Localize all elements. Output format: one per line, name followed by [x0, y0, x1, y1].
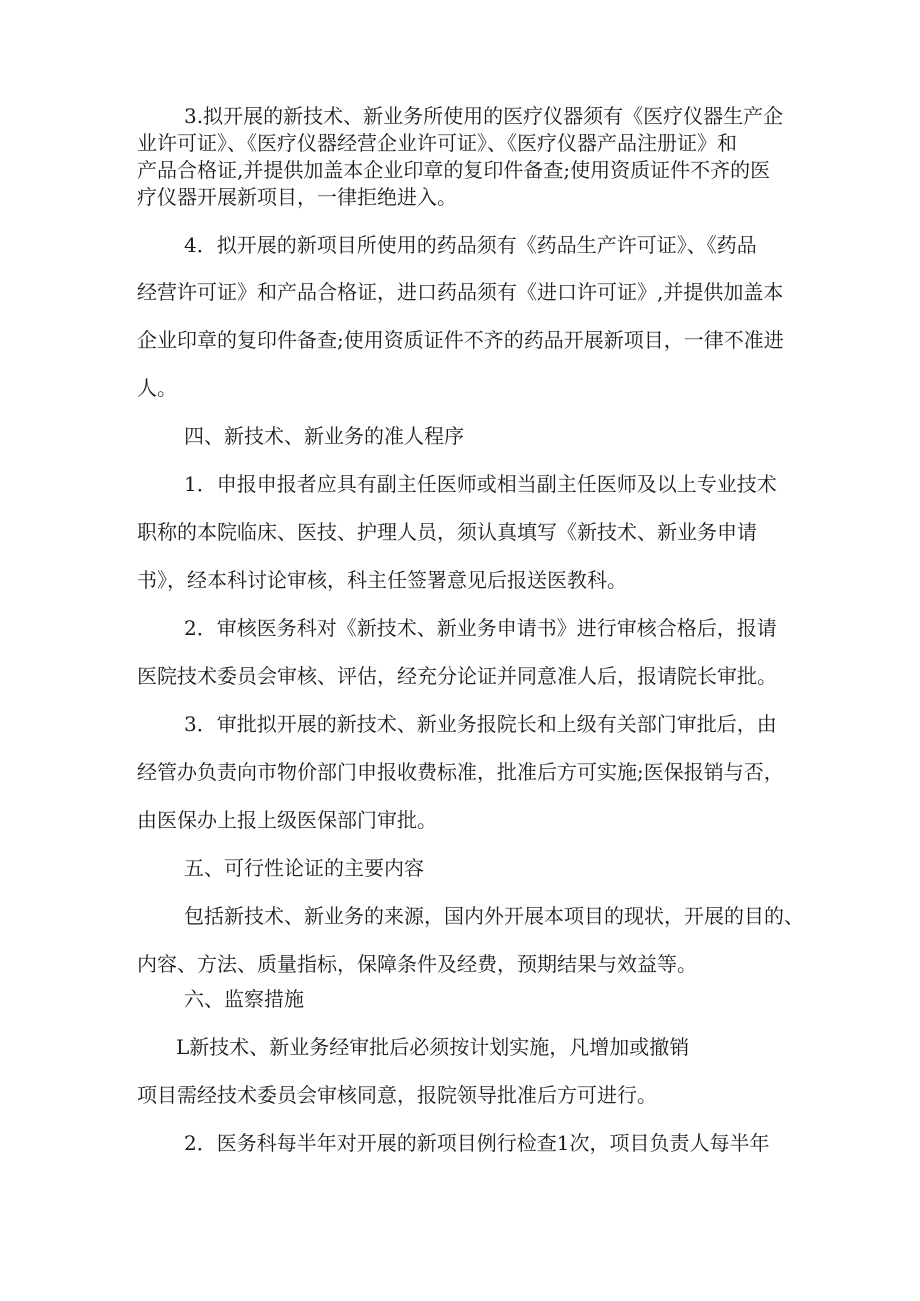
supervision-1-line-1: L新技术、新业务经审批后必须按计划实施，凡增加或撤销: [176, 1035, 690, 1059]
procedure-1-line-3: 书》，经本科讨论审核，科主任签署意见后报送医教科。: [137, 568, 627, 592]
paragraph-3-line-3: 产品合格证,并提供加盖本企业印章的复印件备查;使用资质证件不齐的医: [137, 158, 771, 182]
supervision-1-line-2: 项目需经技术委员会审核同意，报院领导批准后方可进行。: [137, 1083, 657, 1107]
paragraph-4-line-1: 4．拟开展的新项目所使用的药品须有《药品生产许可证》、《药品: [184, 233, 757, 257]
procedure-3-line-1: 3．审批拟开展的新技术、新业务报院长和上级有关部门审批后，由: [184, 712, 777, 736]
procedure-3-line-3: 由医保办上报上级医保部门审批。: [137, 808, 437, 832]
paragraph-3-line-1: 3.拟开展的新技术、新业务所使用的医疗仪器须有《医疗仪器生产企: [184, 104, 784, 128]
procedure-2-line-1: 2．审核医务科对《新技术、新业务申请书》进行审核合格后，报请: [184, 616, 777, 640]
procedure-3-line-2: 经管办负责向市物价部门申报收费标准，批准后方可实施;医保报销与否，: [137, 760, 784, 784]
feasibility-line-1: 包括新技术、新业务的来源，国内外开展本项目的现状，开展的目的、: [184, 904, 804, 928]
procedure-1-line-1: 1．申报申报者应具有副主任医师或相当副主任医师及以上专业技术: [184, 472, 777, 496]
paragraph-4-line-4: 人。: [137, 376, 177, 400]
procedure-2-line-2: 医院技术委员会审核、评估，经充分论证并同意准人后，报请院长审批。: [137, 664, 777, 688]
feasibility-line-2: 内容、方法、质量指标，保障条件及经费，预期结果与效益等。: [137, 952, 697, 976]
paragraph-3-line-4: 疗仪器开展新项目，一律拒绝进入。: [137, 185, 457, 209]
section-heading-6: 六、监察措施: [184, 987, 304, 1011]
paragraph-3-line-2: 业许可证》、《医疗仪器经营企业许可证》、《医疗仪器产品注册证》和: [137, 131, 737, 155]
supervision-2-line-1: 2．医务科每半年对开展的新项目例行检查1次，项目负责人每半年: [184, 1131, 770, 1155]
section-heading-4: 四、新技术、新业务的准人程序: [184, 424, 464, 448]
paragraph-4-line-3: 企业印章的复印件备查;使用资质证件不齐的药品开展新项目，一律不准进: [137, 328, 784, 352]
procedure-1-line-2: 职称的本院临床、医技、护理人员，须认真填写《新技术、新业务申请: [137, 520, 757, 544]
paragraph-4-line-2: 经营许可证》和产品合格证，进口药品须有《进口许可证》,并提供加盖本: [137, 280, 784, 304]
section-heading-5: 五、可行性论证的主要内容: [184, 856, 424, 880]
